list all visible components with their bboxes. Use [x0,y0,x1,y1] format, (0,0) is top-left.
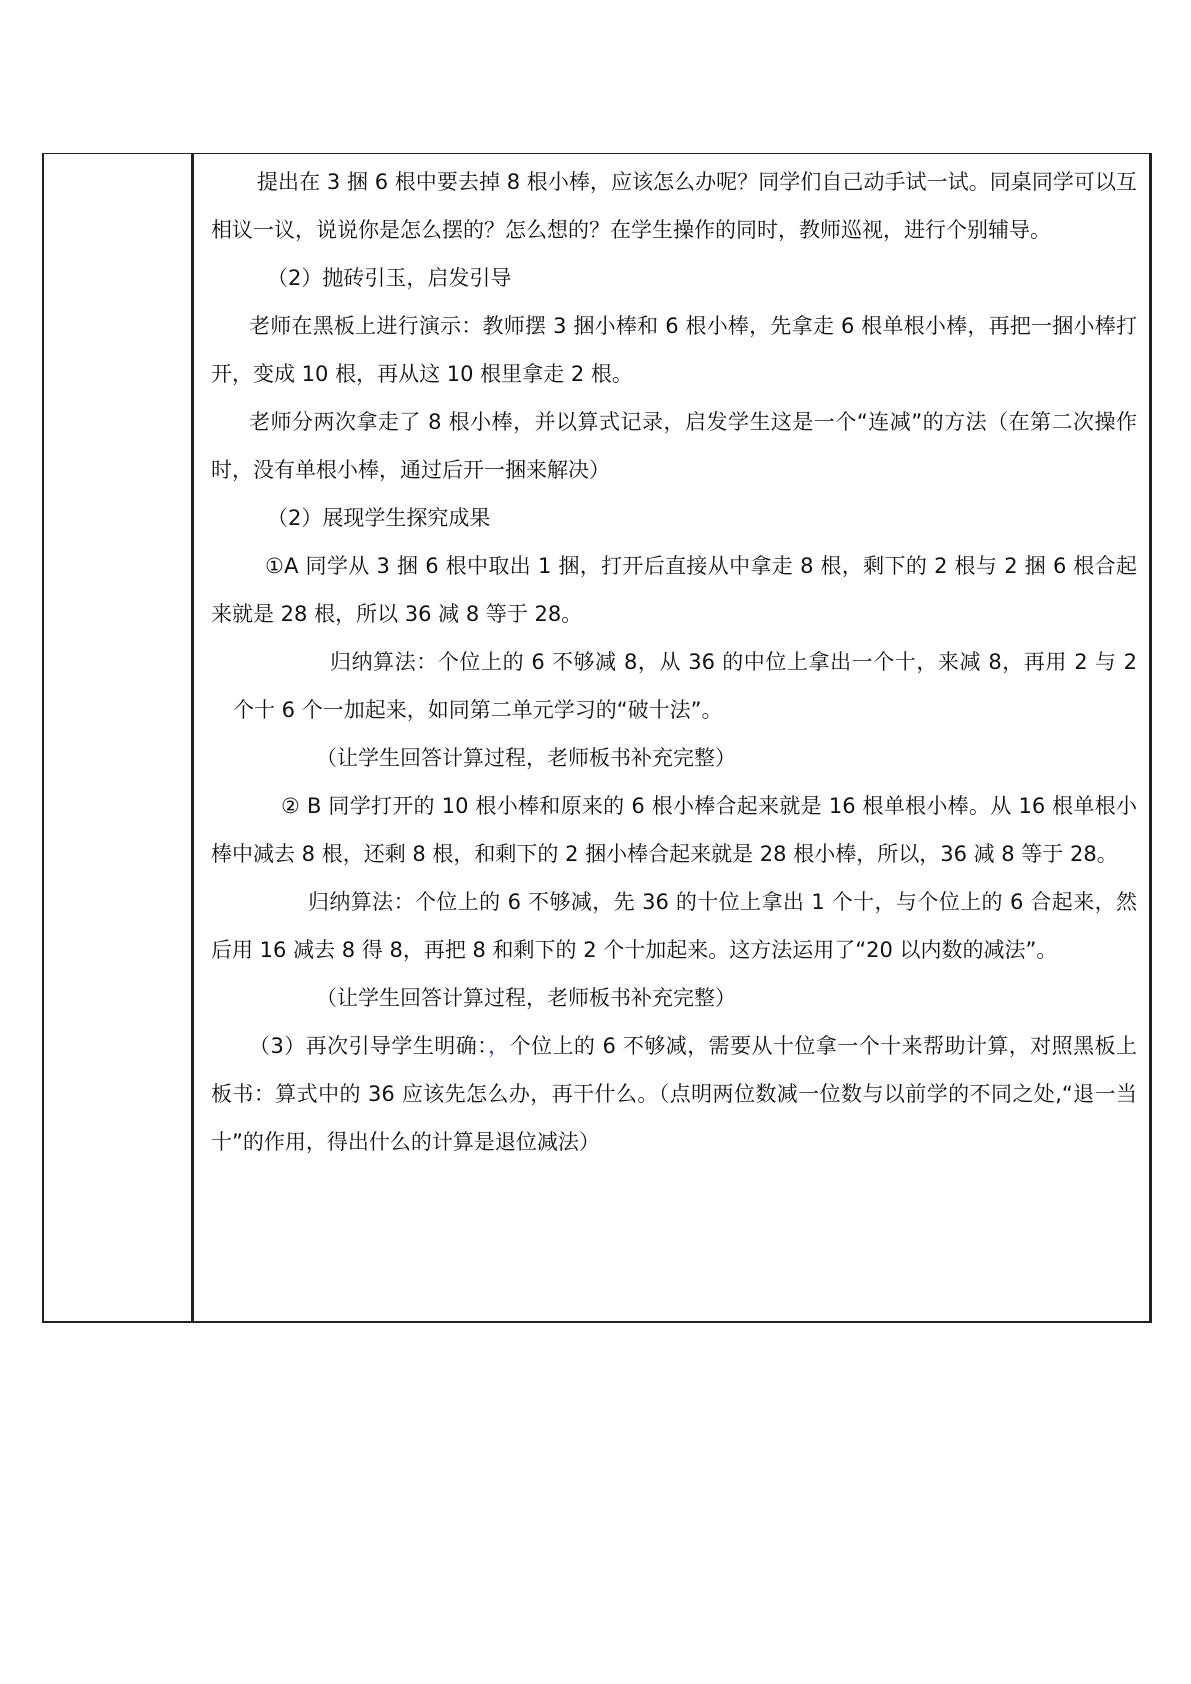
section-heading-results: （2）展现学生探究成果 [267,506,491,530]
note-board-complete-2: （让学生回答计算过程，老师板书补充完整） [316,986,736,1010]
table-content-cell [197,154,1149,1321]
blue-comma-mark: ， [488,1034,510,1058]
paragraph-method-b: 归纳算法：个位上的 6 不够减，先 36 的十位上拿出 1 个十，与个位上的 6 合起来，然后用 16 减去 8 得 8，再把 8 和剩下的 2 个十加起来。这方法运用了“20 以内数的减法”。 [211,890,1137,962]
paragraph-teacher-demo: 老师在黑板上进行演示：教师摆 3 捆小棒和 6 根小棒，先拿走 6 根单根小棒，再把一捆小棒打开，变成 10 根，再从这 10 根里拿走 2 根。 [211,314,1137,386]
paragraph-clarify [211,1022,1137,1166]
paragraph-student-b: ② B 同学打开的 10 根小棒和原来的 6 根小棒合起来就是 16 根单根小棒。从 16 根单根小棒中减去 8 根，还剩 8 根，和剩下的 2 捆小棒合起来就是 28 根小棒，所以，36 减 8 等于 28。 [211,794,1137,866]
lesson-table [42,153,1152,1323]
note-board-complete-1: （让学生回答计算过程，老师板书补充完整） [316,746,736,770]
clarify-lead: （3）再次引导学生明确： [249,1034,489,1058]
clarify-body: 个位上的 6 不够减，需要从十位拿一个十来帮助计算，对照黑板上板书：算式中的 36 应该先怎么办，再干什么。（点明两位数减一位数与以前学的不同之处,“退一当十”的作用，得出什么的计算是退位减法） [211,1034,1137,1154]
section-heading-guide: （2）抛砖引玉，启发引导 [267,266,512,290]
paragraph-task-intro: 提出在 3 捆 6 根中要去掉 8 根小棒，应该怎么办呢？同学们自己动手试一试。同桌同学可以互相议一议，说说你是怎么摆的？怎么想的？在学生操作的同时，教师巡视，进行个别辅导。 [211,170,1137,242]
paragraph-method-a: 归纳算法：个位上的 6 不够减 8，从 36 的中位上拿出一个十，来减 8，再用 2 与 2 个十 6 个一加起来，如同第二单元学习的“破十法”。 [233,650,1137,722]
table-left-cell [44,154,194,1321]
paragraph-continuous-subtraction: 老师分两次拿走了 8 根小棒，并以算式记录，启发学生这是一个“连减”的方法（在第二次操作时，没有单根小棒，通过后开一捆来解决） [211,410,1137,482]
paragraph-student-a: ①A 同学从 3 捆 6 根中取出 1 捆，打开后直接从中拿走 8 根，剩下的 2 根与 2 捆 6 根合起来就是 28 根，所以 36 减 8 等于 28。 [211,554,1137,626]
